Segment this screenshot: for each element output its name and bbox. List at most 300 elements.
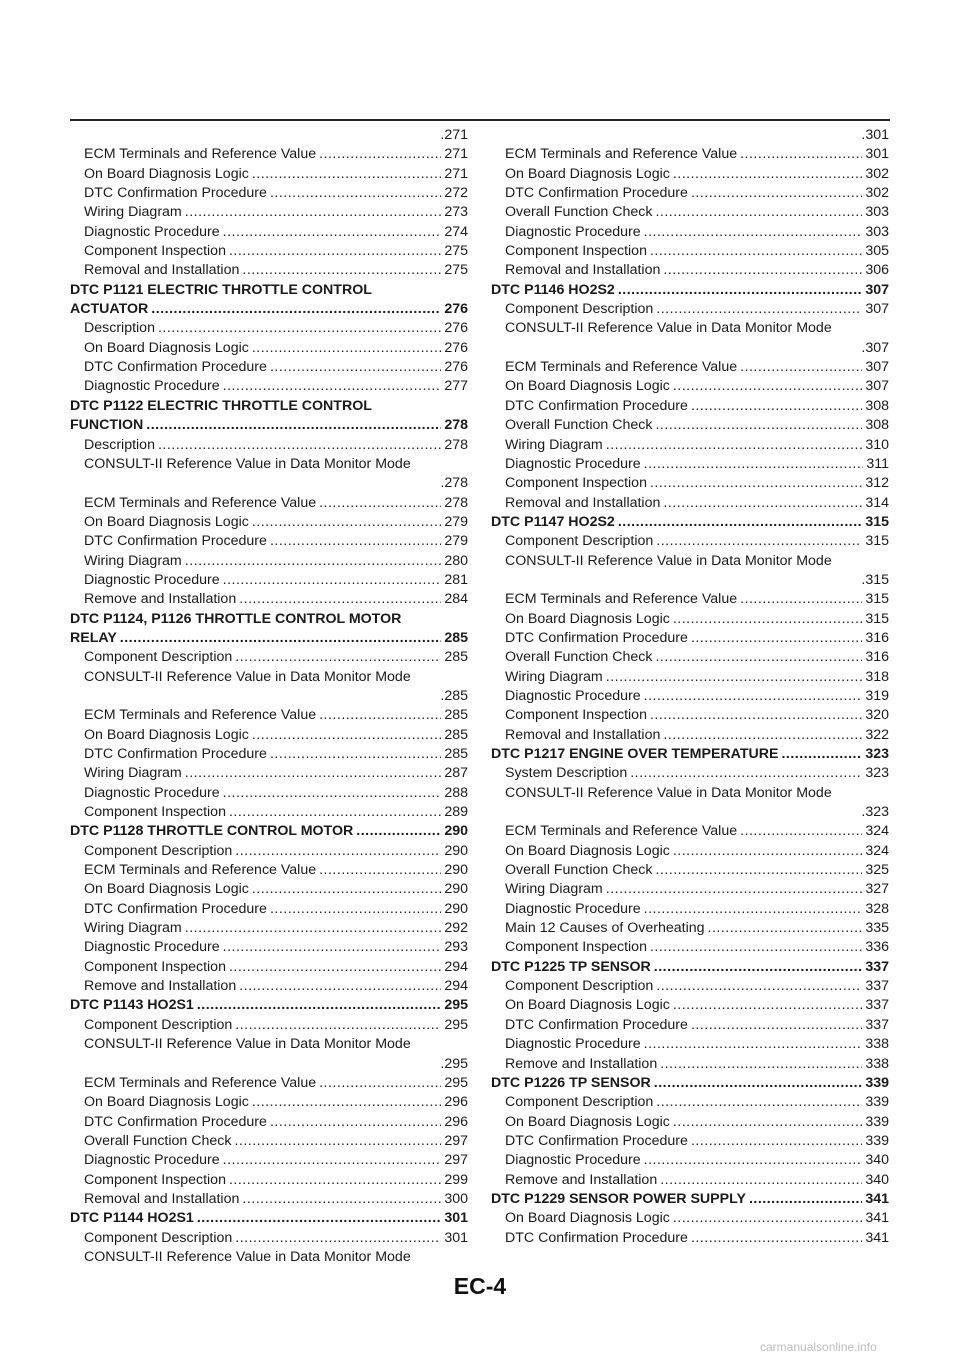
toc-line (70, 629, 468, 648)
toc-entry[interactable] (491, 861, 889, 880)
toc-entry[interactable] (491, 1151, 889, 1170)
toc-entry[interactable] (70, 552, 468, 571)
toc-heading-label: DTC P1143 HO2S1 (70, 997, 194, 1014)
toc-entry[interactable] (70, 764, 468, 783)
toc-line (70, 1074, 468, 1093)
toc-line (70, 513, 468, 532)
toc-line (491, 745, 889, 764)
toc-page-number: 302 (865, 185, 889, 202)
toc-entry[interactable] (70, 513, 468, 532)
toc-line (70, 494, 468, 513)
toc-line (491, 726, 889, 745)
toc-entry[interactable] (491, 880, 889, 899)
toc-entry[interactable] (70, 358, 468, 377)
toc-entry[interactable] (70, 261, 468, 280)
toc-line (70, 165, 468, 184)
toc-line (491, 706, 889, 725)
dot-leader (644, 455, 864, 474)
toc-entry-label: Component Inspection (84, 958, 226, 975)
toc-section-heading[interactable] (491, 281, 889, 300)
toc-line (491, 1113, 889, 1132)
toc-entry[interactable] (70, 1016, 468, 1035)
toc-entry[interactable] (70, 319, 468, 338)
toc-page-number: 319 (865, 687, 889, 704)
toc-line (70, 803, 468, 822)
toc-entry[interactable] (70, 919, 468, 938)
toc-entry[interactable] (491, 706, 889, 725)
toc-entry[interactable] (491, 726, 889, 745)
toc-line (491, 1209, 889, 1228)
toc-heading-label: DTC P1128 THROTTLE CONTROL MOTOR (70, 823, 354, 840)
toc-page-number: 337 (865, 1016, 889, 1033)
toc-entry[interactable] (70, 842, 468, 861)
toc-entry-label: Wiring Diagram (84, 920, 182, 937)
toc-entry-label: CONSULT-II Reference Value in Data Monitor Mode (84, 455, 411, 472)
toc-entry[interactable] (70, 706, 468, 725)
toc-right-column (491, 126, 889, 1248)
toc-line (491, 1132, 889, 1151)
toc-entry[interactable] (70, 668, 468, 707)
toc-page-number: 299 (444, 1171, 468, 1188)
toc-line (491, 1151, 889, 1170)
dot-leader (656, 977, 862, 996)
toc-line (70, 203, 468, 222)
toc-section-heading[interactable] (491, 513, 889, 532)
toc-entry[interactable] (491, 1055, 889, 1074)
toc-entry[interactable] (491, 455, 889, 474)
dot-leader (185, 919, 442, 938)
toc-line (491, 319, 889, 338)
continuation-dot: . (440, 687, 445, 704)
toc-entry[interactable] (491, 900, 889, 919)
toc-entry[interactable] (491, 1209, 889, 1228)
dot-leader (356, 822, 441, 841)
toc-line (70, 745, 468, 764)
toc-page-number: 285 (444, 746, 468, 762)
toc-entry[interactable] (491, 764, 889, 783)
toc-line (70, 938, 468, 957)
toc-page-number: 295 (444, 1016, 468, 1033)
toc-entry-label: CONSULT-II Reference Value in Data Monitor Mode (505, 784, 832, 801)
toc-entry[interactable] (70, 165, 468, 184)
toc-entry[interactable] (491, 242, 889, 261)
toc-page-number: 296 (444, 1113, 468, 1130)
dot-leader (223, 223, 442, 242)
toc-section-heading[interactable] (70, 281, 468, 320)
toc-entry[interactable] (70, 126, 468, 145)
toc-entry[interactable] (70, 803, 468, 822)
toc-line (491, 861, 889, 880)
toc-line (70, 977, 468, 996)
toc-entry[interactable] (491, 822, 889, 841)
toc-entry[interactable] (491, 590, 889, 609)
toc-page-number: 303 (865, 204, 889, 221)
toc-entry[interactable] (491, 494, 889, 513)
dot-leader (655, 203, 862, 222)
toc-line (70, 242, 468, 261)
toc-entry[interactable] (491, 532, 889, 551)
toc-entry[interactable] (491, 358, 889, 377)
toc-entry-label: Component Inspection (505, 475, 647, 492)
toc-entry[interactable] (491, 938, 889, 957)
toc-heading-label: DTC P1121 ELECTRIC THROTTLE CONTROL (70, 281, 372, 298)
toc-entry[interactable] (70, 455, 468, 494)
toc-page-number: 307 (865, 339, 889, 356)
toc-page-number: 285 (444, 726, 468, 743)
dot-leader (151, 300, 441, 319)
toc-entry-label: Overall Function Check (505, 417, 653, 434)
toc-entry[interactable] (70, 1074, 468, 1093)
toc-entry[interactable] (491, 300, 889, 319)
toc-entry-label: Diagnostic Procedure (505, 687, 641, 704)
toc-entry-label: Diagnostic Procedure (84, 223, 220, 240)
toc-section-heading[interactable] (70, 822, 468, 841)
toc-line (70, 339, 468, 358)
toc-entry-label: ECM Terminals and Reference Value (505, 359, 738, 376)
toc-page-number: 295 (444, 1055, 468, 1072)
toc-line (491, 803, 889, 822)
dot-leader (270, 900, 441, 919)
toc-line (70, 590, 468, 609)
toc-heading-label: DTC P1229 SENSOR POWER SUPPLY (491, 1190, 746, 1207)
toc-entry-label: Component Inspection (84, 804, 226, 821)
toc-left-column (70, 126, 468, 1267)
toc-entry-label: On Board Diagnosis Logic (84, 513, 249, 530)
toc-page-number: 336 (865, 939, 889, 956)
dot-leader (223, 938, 442, 957)
toc-entry[interactable] (491, 261, 889, 280)
toc-entry-label: Diagnostic Procedure (505, 1036, 641, 1053)
toc-page-number: 292 (444, 920, 468, 937)
toc-line (70, 784, 468, 803)
page-number: EC-4 (453, 1273, 507, 1299)
toc-heading-label: DTC P1146 HO2S2 (491, 281, 615, 298)
dot-leader (270, 745, 441, 764)
toc-line (70, 223, 468, 242)
toc-page-number: 295 (444, 997, 468, 1014)
toc-entry[interactable] (70, 745, 468, 764)
dot-leader (691, 1132, 862, 1151)
toc-entry-label: On Board Diagnosis Logic (505, 378, 670, 395)
toc-entry[interactable] (70, 977, 468, 996)
toc-entry[interactable] (491, 1035, 889, 1054)
toc-section-heading[interactable] (491, 1190, 889, 1209)
continuation-dot: . (861, 571, 866, 588)
watermark: carmanualsonline.info (760, 1340, 877, 1354)
toc-entry[interactable] (491, 145, 889, 164)
toc-entry[interactable] (70, 784, 468, 803)
dot-leader (663, 726, 862, 745)
toc-section-heading[interactable] (491, 1074, 889, 1093)
toc-entry-label: CONSULT-II Reference Value in Data Monitor Mode (84, 1036, 411, 1053)
toc-entry-label: Wiring Diagram (84, 204, 182, 221)
toc-entry[interactable] (491, 919, 889, 938)
toc-entry-label: Diagnostic Procedure (84, 378, 220, 395)
dot-leader (239, 590, 441, 609)
toc-entry-label: Component Description (505, 1094, 654, 1111)
dot-leader (644, 687, 863, 706)
header-rule (70, 119, 890, 121)
toc-entry[interactable] (70, 377, 468, 396)
toc-line (491, 958, 889, 977)
toc-page-number: 339 (865, 1074, 889, 1091)
toc-entry[interactable] (491, 1113, 889, 1132)
toc-entry[interactable] (491, 648, 889, 667)
toc-page-number: 278 (444, 417, 468, 434)
toc-page-number: 275 (444, 262, 468, 279)
toc-entry[interactable] (70, 938, 468, 957)
toc-page-number: 284 (444, 591, 468, 608)
dot-leader (223, 784, 442, 803)
toc-entry[interactable] (491, 687, 889, 706)
toc-entry[interactable] (491, 842, 889, 861)
toc-entry[interactable] (70, 880, 468, 899)
toc-page-number: 315 (865, 571, 889, 588)
toc-entry[interactable] (70, 861, 468, 880)
toc-line (70, 1229, 468, 1248)
toc-entry-label: DTC Confirmation Procedure (84, 359, 267, 376)
toc-entry[interactable] (491, 668, 889, 687)
toc-section-heading[interactable] (491, 745, 889, 764)
toc-entry[interactable] (70, 223, 468, 242)
toc-entry[interactable] (491, 319, 889, 358)
dot-leader (673, 1113, 863, 1132)
toc-entry[interactable] (70, 242, 468, 261)
toc-line (70, 861, 468, 880)
toc-section-heading[interactable] (70, 996, 468, 1015)
toc-line (70, 1151, 468, 1170)
toc-section-heading[interactable] (70, 1209, 468, 1228)
toc-page-number: 285 (444, 687, 468, 704)
toc-page-number: 302 (865, 165, 889, 182)
toc-entry[interactable] (491, 377, 889, 396)
toc-entry[interactable] (491, 977, 889, 996)
dot-leader (197, 1209, 442, 1228)
toc-entry[interactable] (70, 648, 468, 667)
toc-entry-label: Overall Function Check (505, 204, 653, 221)
toc-entry[interactable] (70, 1093, 468, 1112)
toc-page-number: 325 (865, 862, 889, 879)
dot-leader (606, 436, 863, 455)
toc-line (491, 1016, 889, 1035)
toc-page-number: 278 (444, 436, 468, 453)
toc-line (491, 629, 889, 648)
continuation-dot: . (861, 339, 866, 356)
toc-entry-label: Remove and Installation (505, 1171, 658, 1188)
toc-line (70, 1171, 468, 1190)
dot-leader (185, 764, 442, 783)
toc-page-number: 285 (444, 707, 468, 724)
dot-leader (673, 842, 863, 861)
toc-entry[interactable] (491, 1093, 889, 1112)
toc-page-number: 339 (865, 1094, 889, 1111)
toc-entry-label: Wiring Diagram (505, 668, 603, 685)
dot-leader (644, 1035, 863, 1054)
toc-line (491, 1035, 889, 1054)
toc-entry[interactable] (70, 571, 468, 590)
toc-entry-label: DTC Confirmation Procedure (505, 629, 688, 646)
toc-entry[interactable] (70, 184, 468, 203)
toc-entry-label: CONSULT-II Reference Value in Data Monitor Mode (505, 552, 832, 569)
toc-entry[interactable] (491, 126, 889, 145)
toc-page-number: 315 (865, 591, 889, 608)
dot-leader (656, 300, 862, 319)
toc-entry-label: Diagnostic Procedure (505, 223, 641, 240)
toc-line (70, 900, 468, 919)
dot-leader (252, 165, 442, 184)
toc-entry-label: Description (84, 320, 155, 337)
toc-entry[interactable] (491, 1132, 889, 1151)
toc-page-number: 290 (444, 881, 468, 898)
toc-entry[interactable] (491, 629, 889, 648)
toc-entry[interactable] (70, 900, 468, 919)
toc-entry[interactable] (491, 996, 889, 1015)
toc-line (491, 687, 889, 706)
toc-entry[interactable] (491, 1171, 889, 1190)
toc-entry[interactable] (70, 1132, 468, 1151)
toc-entry[interactable] (491, 203, 889, 222)
toc-line (491, 842, 889, 861)
toc-entry-label: Remove and Installation (505, 1055, 658, 1072)
dot-leader (655, 648, 862, 667)
toc-entry[interactable] (70, 145, 468, 164)
toc-entry[interactable] (70, 1248, 468, 1267)
toc-page-number: 308 (865, 397, 889, 414)
toc-entry[interactable] (491, 436, 889, 455)
toc-page-number: 276 (444, 320, 468, 337)
toc-page-number: 276 (444, 359, 468, 376)
toc-entry-label: DTC Confirmation Procedure (84, 746, 267, 762)
toc-entry[interactable] (491, 784, 889, 823)
toc-entry-label: On Board Diagnosis Logic (505, 1210, 670, 1227)
dot-leader (673, 610, 863, 629)
toc-line (491, 261, 889, 280)
toc-line (70, 1035, 468, 1054)
toc-entry[interactable] (70, 590, 468, 609)
toc-entry-label: ECM Terminals and Reference Value (84, 146, 317, 163)
dot-leader (749, 1190, 862, 1209)
toc-page-number: 288 (444, 784, 468, 801)
toc-page-number: 285 (444, 629, 468, 646)
toc-entry-label: ECM Terminals and Reference Value (84, 707, 317, 724)
toc-line (491, 242, 889, 261)
toc-entry-label: On Board Diagnosis Logic (505, 1113, 670, 1130)
toc-page-number: 308 (865, 417, 889, 434)
continuation-dot: . (440, 1055, 445, 1072)
toc-entry-label: DTC Confirmation Procedure (84, 533, 267, 550)
toc-entry[interactable] (491, 552, 889, 591)
toc-line (70, 358, 468, 377)
toc-page-number: 297 (444, 1152, 468, 1169)
toc-entry[interactable] (491, 184, 889, 203)
toc-line (70, 996, 468, 1015)
toc-line (70, 958, 468, 977)
toc-entry-label: Wiring Diagram (505, 436, 603, 453)
toc-line (491, 880, 889, 899)
toc-section-heading[interactable] (491, 958, 889, 977)
dot-leader (242, 1190, 441, 1209)
toc-line (70, 687, 468, 706)
toc-entry[interactable] (491, 1016, 889, 1035)
toc-entry[interactable] (491, 223, 889, 242)
dot-leader (781, 745, 862, 764)
toc-entry[interactable] (70, 1229, 468, 1248)
toc-line (70, 261, 468, 280)
toc-line (491, 784, 889, 803)
toc-entry[interactable] (70, 1113, 468, 1132)
toc-entry-label: DTC Confirmation Procedure (505, 1132, 688, 1149)
toc-entry-label: ECM Terminals and Reference Value (505, 146, 738, 163)
toc-page-number: 278 (444, 494, 468, 511)
dot-leader (691, 1016, 862, 1035)
toc-line (491, 377, 889, 396)
toc-page-number: 294 (444, 958, 468, 975)
toc-line (70, 1132, 468, 1151)
toc-line (491, 1190, 889, 1209)
toc-page-number: 276 (444, 339, 468, 356)
toc-page-number: 337 (865, 978, 889, 995)
dot-leader (691, 1229, 862, 1248)
dot-leader (319, 861, 441, 880)
toc-entry[interactable] (70, 339, 468, 358)
toc-entry[interactable] (491, 416, 889, 435)
toc-entry[interactable] (491, 1229, 889, 1248)
toc-entry-label: DTC Confirmation Procedure (505, 185, 688, 202)
toc-page-number: 281 (444, 571, 468, 588)
toc-page-number: 290 (444, 862, 468, 879)
toc-entry-label: Diagnostic Procedure (84, 571, 220, 588)
toc-entry[interactable] (70, 1171, 468, 1190)
toc-entry[interactable] (70, 726, 468, 745)
toc-entry[interactable] (70, 958, 468, 977)
toc-entry[interactable] (70, 203, 468, 222)
toc-line (491, 339, 889, 358)
toc-page-number: 294 (444, 978, 468, 995)
toc-line (70, 184, 468, 203)
dot-leader (740, 358, 862, 377)
toc-entry[interactable] (70, 1151, 468, 1170)
toc-entry[interactable] (70, 436, 468, 455)
toc-line (491, 416, 889, 435)
toc-entry[interactable] (491, 397, 889, 416)
toc-entry-label: Wiring Diagram (84, 552, 182, 569)
toc-entry[interactable] (70, 1190, 468, 1209)
toc-entry[interactable] (70, 494, 468, 513)
toc-entry[interactable] (491, 474, 889, 493)
toc-section-heading[interactable] (70, 610, 468, 649)
toc-entry[interactable] (70, 532, 468, 551)
toc-line (491, 590, 889, 609)
toc-line (491, 668, 889, 687)
toc-line (70, 552, 468, 571)
toc-entry-label: Component Description (84, 1229, 233, 1246)
toc-entry[interactable] (491, 165, 889, 184)
dot-leader (618, 281, 863, 300)
toc-entry[interactable] (70, 1035, 468, 1074)
toc-page-number: 272 (444, 185, 468, 202)
toc-line (491, 1093, 889, 1112)
toc-section-heading[interactable] (70, 397, 468, 436)
toc-line (70, 319, 468, 338)
toc-entry-label: Diagnostic Procedure (84, 1152, 220, 1169)
dot-leader (650, 706, 862, 725)
toc-line (70, 416, 468, 435)
toc-line (491, 455, 889, 474)
toc-line (491, 494, 889, 513)
toc-page-number: 338 (865, 1036, 889, 1053)
toc-entry[interactable] (491, 610, 889, 629)
toc-entry-label: Component Description (505, 533, 654, 550)
